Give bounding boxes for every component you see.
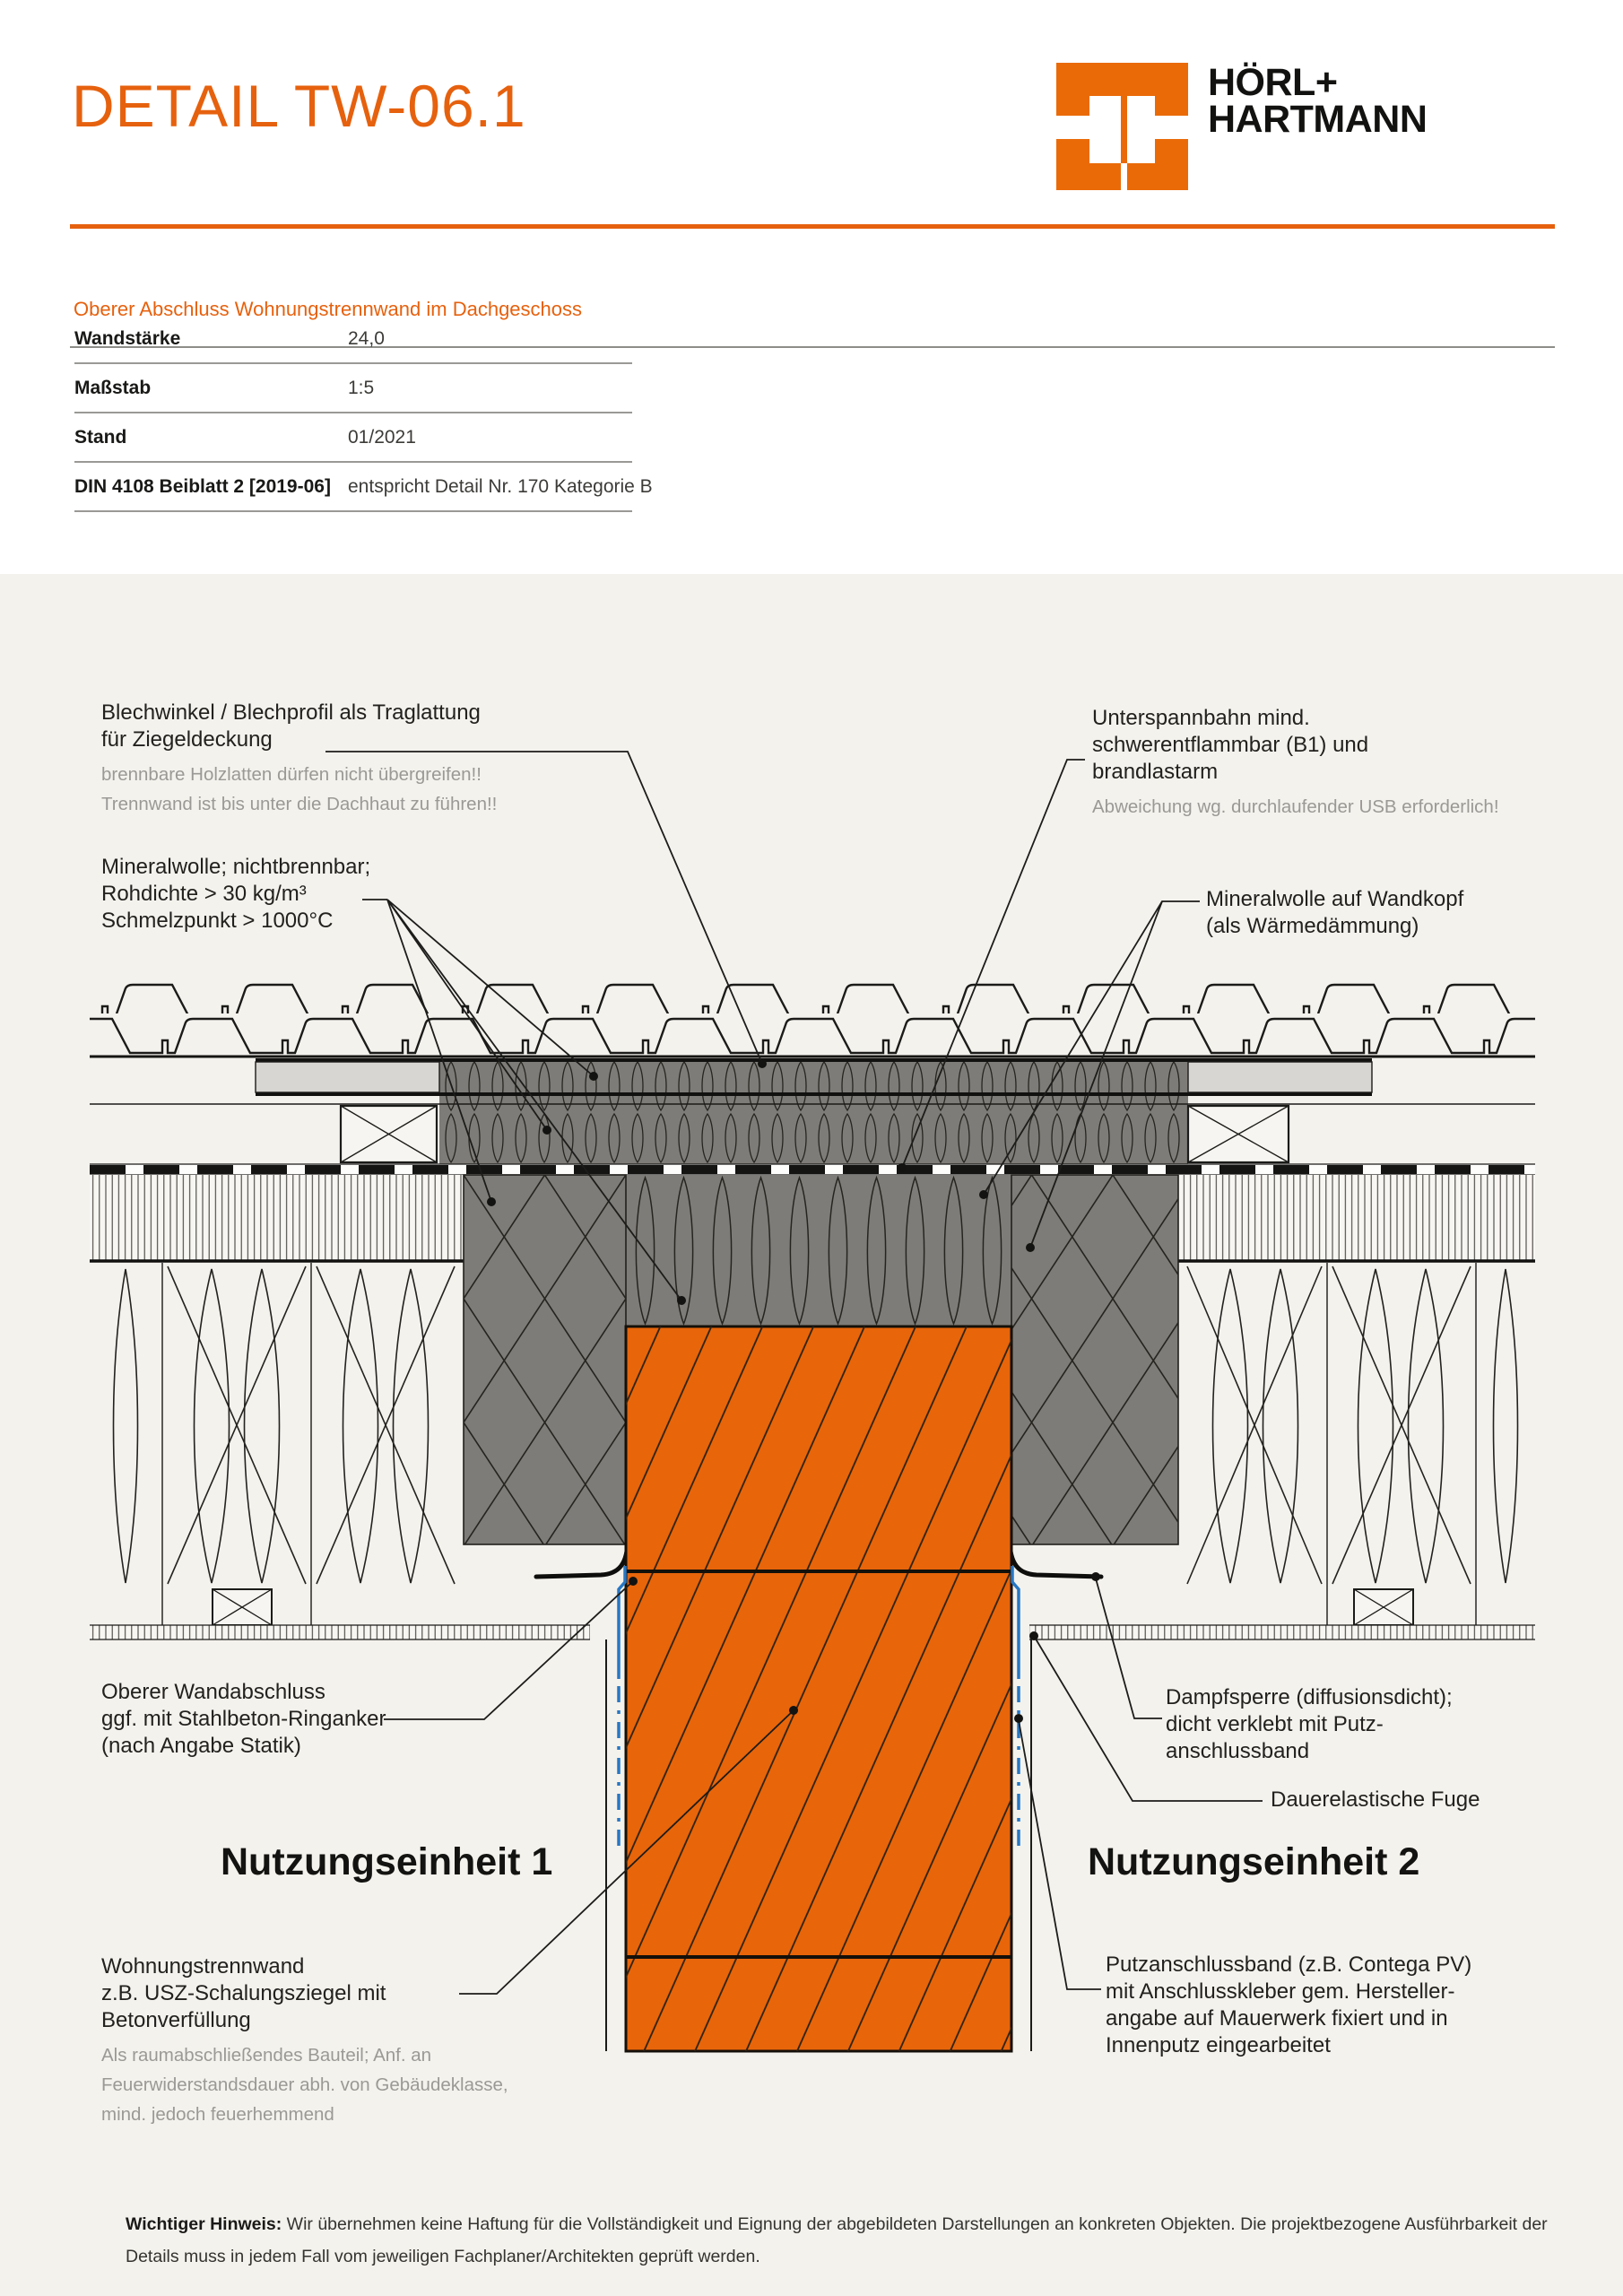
annotation-line: Unterspannbahn mind. [1092, 706, 1310, 730]
annotation-note: Abweichung wg. durchlaufender USB erforderlich! [1092, 796, 1499, 817]
annotation-line: mit Anschlusskleber gem. Hersteller- [1106, 1979, 1455, 2004]
annotation-line: (als Wärmedämmung) [1206, 914, 1419, 938]
annotation-line: brandlastarm [1092, 760, 1219, 784]
annotation-trennwand [101, 1953, 508, 2129]
annotation-line: schwerentflammbar (B1) und [1092, 733, 1369, 757]
annotation-note: Trennwand ist bis unter die Dachhaut zu führen!! [101, 794, 498, 814]
annotation-line: angabe auf Mauerwerk fixiert und in [1106, 2006, 1448, 2031]
annotation-line: z.B. USZ-Schalungsziegel mit [101, 1981, 386, 2005]
annotation-line: Schmelzpunkt > 1000°C [101, 909, 334, 933]
row-label: DIN 4108 Beiblatt 2 [2019-06] [74, 476, 331, 497]
disclaimer-text: Wir übernehmen keine Haftung für die Vollständigkeit und Eignung der abgebildeten Darstellungen an konkreten Objekten. Die projektbezogene Ausführbarkeit der Details muss in jedem Fall vom jeweiligen Fachplaner/Architekten geprüft werden. [126, 2214, 1548, 2266]
annotation-line: Oberer Wandabschluss [101, 1680, 325, 1704]
row-value: 01/2021 [348, 427, 416, 448]
accent-rule [70, 224, 1555, 229]
annotation-line: dicht verklebt mit Putz- [1166, 1712, 1384, 1736]
row-divider [74, 412, 632, 413]
company-logo [1056, 63, 1427, 190]
disclaimer [126, 2208, 1557, 2273]
annotation-note: Feuerwiderstandsdauer abh. von Gebäudeklasse, [101, 2074, 508, 2095]
annotation-line: Mineralwolle; nichtbrennbar; [101, 855, 371, 879]
annotation-line: Putzanschlussband (z.B. Contega PV) [1106, 1952, 1472, 1977]
annotation-line: anschlussband [1166, 1739, 1310, 1763]
subtitle: Oberer Abschluss Wohnungstrennwand im Dachgeschoss [74, 298, 583, 320]
annotation-unterspannbahn [1092, 705, 1499, 822]
annotation-line: Dauerelastische Fuge [1271, 1787, 1480, 1812]
row-divider [74, 461, 632, 463]
row-label: Maßstab [74, 378, 152, 398]
row-divider [74, 510, 632, 512]
annotation-line: Blechwinkel / Blechprofil als Traglattung [101, 700, 481, 725]
annotation-blechwinkel [101, 700, 497, 819]
unit-heading-2: Nutzungseinheit 2 [1088, 1840, 1420, 1883]
annotation-line: Wohnungstrennwand [101, 1954, 305, 1979]
annotation-line: Innenputz eingearbeitet [1106, 2033, 1331, 2057]
drawing-board [0, 574, 1623, 2296]
annotation-fuge [1271, 1787, 1480, 1813]
brick-logo-icon [1056, 63, 1188, 190]
row-label: Stand [74, 427, 127, 448]
row-value: 1:5 [348, 378, 375, 398]
subtitle-divider [70, 346, 1555, 348]
annotation-note: mind. jedoch feuerhemmend [101, 2104, 334, 2125]
annotation-line: (nach Angabe Statik) [101, 1734, 301, 1758]
row-value: entspricht Detail Nr. 170 Kategorie B [348, 476, 653, 497]
annotation-mineralwolle [101, 854, 370, 935]
annotation-dampfsperre [1166, 1684, 1453, 1765]
row-label: Wandstärke [74, 328, 181, 349]
annotation-wandabschluss [101, 1679, 386, 1760]
annotation-line: Mineralwolle auf Wandkopf [1206, 887, 1464, 911]
row-value: 24,0 [348, 328, 385, 349]
logo-line2: HARTMANN [1208, 98, 1428, 141]
annotation-line: Betonverfüllung [101, 2008, 251, 2032]
annotation-wandkopf [1206, 886, 1463, 940]
row-divider [74, 362, 632, 364]
annotation-putzanschlussband [1106, 1952, 1471, 2059]
disclaimer-label: Wichtiger Hinweis: [126, 2214, 282, 2234]
annotation-line: ggf. mit Stahlbeton-Ringanker [101, 1707, 386, 1731]
annotation-line: Dampfsperre (diffusionsdicht); [1166, 1685, 1453, 1709]
annotation-note: Als raumabschließendes Bauteil; Anf. an [101, 2045, 432, 2066]
unit-heading-1: Nutzungseinheit 1 [221, 1840, 553, 1883]
logo-line1: HÖRL+ [1208, 61, 1338, 104]
annotation-line: Rohdichte > 30 kg/m³ [101, 882, 307, 906]
annotation-note: brennbare Holzlatten dürfen nicht übergreifen!! [101, 764, 482, 785]
company-name [1208, 61, 1428, 141]
annotation-line: für Ziegeldeckung [101, 727, 273, 752]
page-title: DETAIL TW-06.1 [72, 73, 526, 139]
